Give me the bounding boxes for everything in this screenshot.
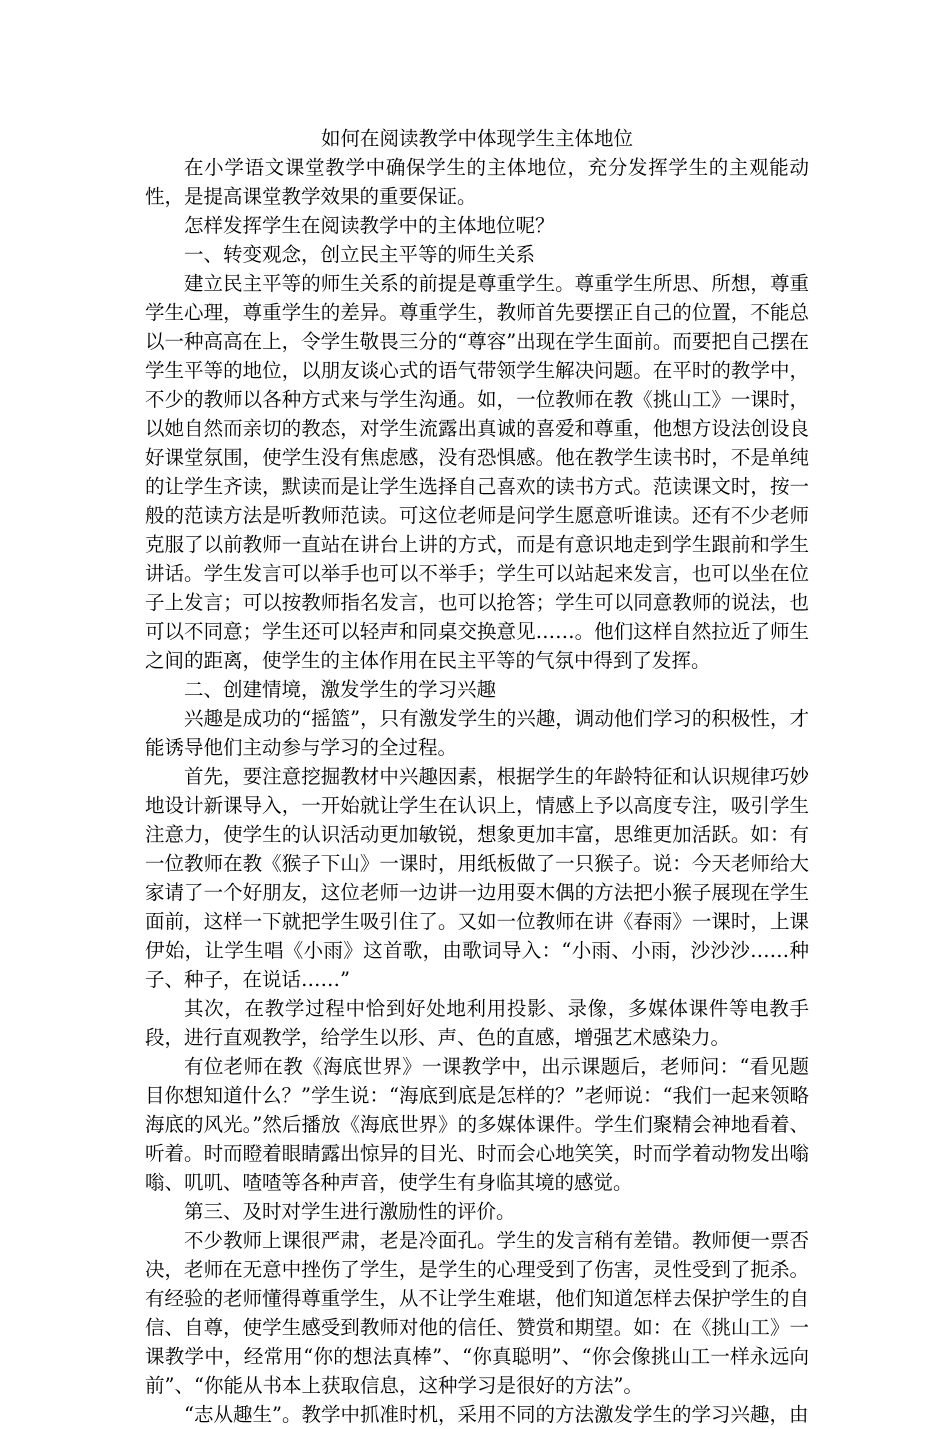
paragraph-intro: 在小学语文课堂教学中确保学生的主体地位，充分发挥学生的主观能动性，是提高课堂教学效果的重要保证。 [145, 156, 809, 208]
paragraph-evaluation: 不少教师上课很严肃，老是冷面孔。学生的发言稍有差错。教师便一票否决，老师在无意中挫伤了学生，是学生的心理受到了伤害，灵性受到了扼杀。有经验的老师懂得尊重学生，从不让学生难堪，他们知道怎样去保护学生的自信、自尊，使学生感受到教师对他的信任、赞赏和期望。如：在《挑山工》一课教学中，经常用“你的想法真棒”、“你真聪明”、“你会像挑山工一样永远向前”、“你能从书本上获取信息，这种学习是很好的方法”。 [145, 1229, 809, 1397]
section-heading-2: 二、创建情境，激发学生的学习兴趣 [184, 678, 497, 701]
paragraph-first: 首先，要注意挖掘教材中兴趣因素，根据学生的年龄特征和认识规律巧妙地设计新课导入，一开始就让学生在认识上，情感上予以高度专注，吸引学生注意力，使学生的认识活动更加敏锐，想象更加丰富，思维更加活跃。如：有一位教师在教《猴子下山》一课时，用纸板做了一只猴子。说：今天老师给大家请了一个好朋友，这位老师一边讲一边用耍木偶的方法把小猴子展现在学生面前，这样一下就把学生吸引住了。又如一位教师在讲《春雨》一课时，上课伊始，让学生唱《小雨》这首歌，由歌词导入：“小雨、小雨，沙沙沙……种子、种子，在说话……” [145, 765, 809, 991]
paragraph-second: 其次，在教学过程中恰到好处地利用投影、录像，多媒体课件等电教手段，进行直观教学，给学生以形、声、色的直感，增强艺术感染力。 [145, 997, 809, 1049]
paragraph-closing: “志从趣生”。教学中抓准时机，采用不同的方法激发学生的学习兴趣，由 [184, 1403, 809, 1426]
paragraph-question: 怎样发挥学生在阅读教学中的主体地位呢？ [184, 214, 555, 237]
section-heading-3: 第三、及时对学生进行激励性的评价。 [184, 1200, 516, 1223]
document-title: 如何在阅读教学中体现学生主体地位 [320, 127, 633, 150]
paragraph-section-1: 建立民主平等的师生关系的前提是尊重学生。尊重学生所思、所想，尊重学生心理，尊重学生的差异。尊重学生，教师首先要摆正自己的位置，不能总以一种高高在上，令学生敬畏三分的“尊容”出现在学生面前。而要把自己摆在学生平等的地位，以朋友谈心式的语气带领学生解决问题。在平时的教学中，不少的教师以各种方式来与学生沟通。如，一位教师在教《挑山工》一课时，以她自然而亲切的教态，对学生流露出真诚的喜爱和尊重，他想方设法创设良好课堂氛围，使学生没有焦虑感，没有恐惧感。他在教学生读书时，不是单纯的让学生齐读，默读而是让学生选择自己喜欢的读书方式。范读课文时，按一般的范读方法是听教师范读。可这位老师是问学生愿意听谁读。还有不少老师克服了以前教师一直站在讲台上讲的方式，而是有意识地走到学生跟前和学生讲话。学生发言可以举手也可以不举手；学生可以站起来发言，也可以坐在位子上发言；可以按教师指名发言，也可以抢答；学生可以同意教师的说法，也可以不同意；学生还可以轻声和同桌交换意见……。他们这样自然拉近了师生之间的距离，使学生的主体作用在民主平等的气氛中得到了发挥。 [145, 272, 809, 672]
section-heading-1: 一、转变观念，创立民主平等的师生关系 [184, 243, 536, 266]
paragraph-interest: 兴趣是成功的“摇篮”，只有激发学生的兴趣，调动他们学习的积极性，才能诱导他们主动参与学习的全过程。 [145, 707, 809, 759]
document-page [145, 124, 809, 1429]
paragraph-example: 有位老师在教《海底世界》一课教学中，出示课题后，老师问：“看见题目你想知道什么？”学生说：“海底到底是怎样的？”老师说：“我们一起来领略海底的风光。”然后播放《海底世界》的多媒体课件。学生们聚精会神地看着、听着。时而瞪着眼睛露出惊异的目光、时而会心地笑笑，时而学着动物发出嗡嗡、叽叽、喳喳等各种声音，使学生有身临其境的感觉。 [145, 1055, 809, 1194]
